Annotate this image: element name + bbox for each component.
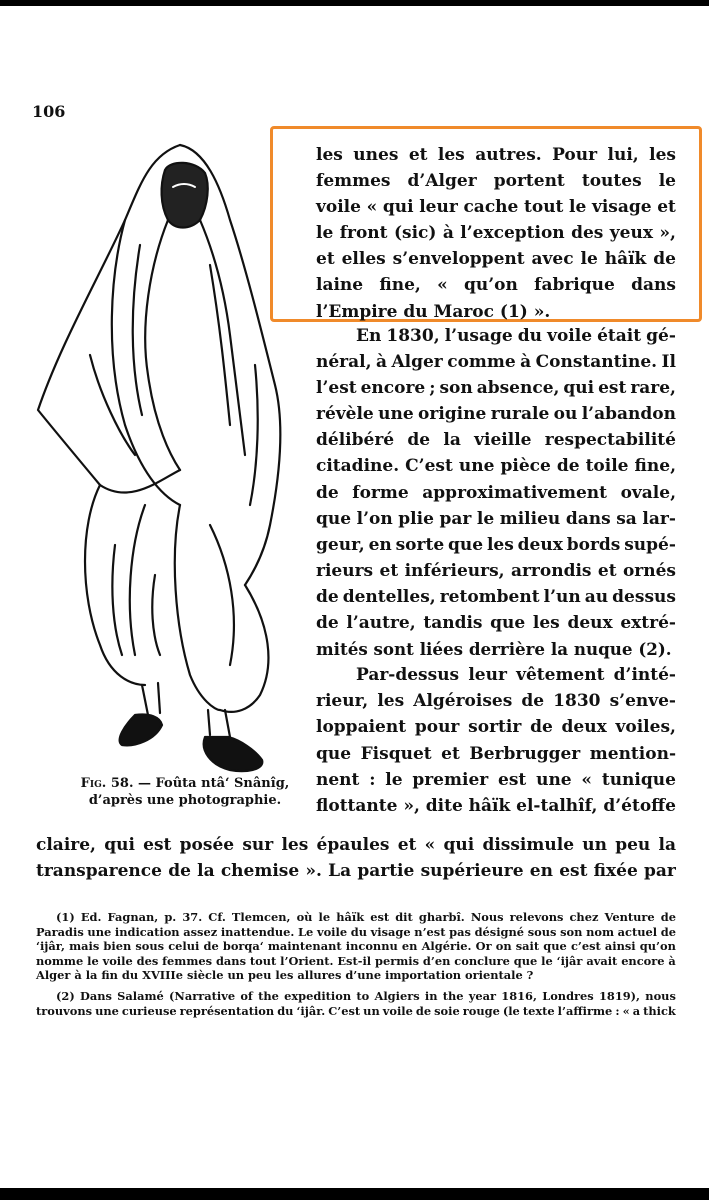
text-line: transparence de la chemise ». La partie supérieure en est fixée par	[36, 861, 676, 882]
footnote-line: nomme le voile des femmes dans tout l’Orient. Est-il permis d’en conclure que le ‘ijâr avait encore à	[36, 953, 676, 968]
text-line: néral, à Alger comme à Constantine. Il	[316, 352, 676, 373]
text-line: l’Empire du Maroc (1) ».	[316, 301, 551, 322]
text-line: de forme approximativement ovale,	[316, 482, 676, 503]
text-line: laine fine, « qu’on fabrique dans	[316, 275, 676, 296]
text-line: flottante », dite hâïk el-talhîf, d’étoffe	[316, 795, 676, 816]
text-line: et elles s’enveloppent avec le hâïk de	[316, 249, 676, 270]
text-line: de l’autre, tandis que les deux extré-	[316, 613, 676, 634]
top-black-bar	[0, 0, 709, 6]
footnote-1	[36, 910, 676, 983]
text-line: de dentelles, retombent l’un au dessus	[316, 586, 676, 607]
text-line: rieur, les Algéroises de 1830 s’enve-	[316, 691, 676, 712]
text-line: geur, en sorte que les deux bords supé-	[316, 534, 676, 555]
text-line: En 1830, l’usage du voile était gé-	[356, 326, 676, 346]
text-line: loppaient pour sortir de deux voiles,	[316, 717, 676, 738]
text-line: que Fisquet et Berbrugger mention-	[316, 743, 676, 764]
full-width-text	[36, 832, 676, 884]
text-line: Par-dessus leur vêtement d’inté-	[356, 665, 676, 686]
page-number: 106	[32, 102, 66, 121]
text-line: l’est encore ; son absence, qui est rare,	[316, 378, 676, 399]
text-line: nent : le premier est une « tunique	[316, 769, 676, 790]
text-line: délibéré de la vieille respectabilité	[316, 430, 676, 451]
text-line: citadine. C’est une pièce de toile fine,	[316, 456, 676, 477]
footnote-line: ‘ijâr, mais bien sous celui de borqa‘ maintenant inconnu en Algérie. Or on sait que c’est ainsi qu’on	[36, 939, 676, 954]
caption-title: — Foûta ntâ‘ Snânîg,	[133, 776, 290, 791]
text-line: voile « qui leur cache tout le visage et	[316, 197, 676, 218]
body-column	[316, 323, 676, 819]
footnote-line: Alger à la fin du XVIIIe siècle un peu les allures d’une importation orientale ?	[36, 968, 534, 983]
veiled-woman-illustration	[30, 125, 300, 780]
text-line: que l’on plie par le milieu dans sa lar-	[316, 508, 676, 529]
text-line: mités sont liées derrière la nuque (2).	[316, 639, 672, 660]
text-line: révèle une origine rurale ou l’abandon	[316, 404, 676, 425]
text-line: les unes et les autres. Pour lui, les	[316, 145, 676, 165]
footnotes	[36, 910, 676, 1024]
figure-caption	[60, 775, 310, 809]
footnote-line: trouvons une curieuse représentation du ‘ijâr. C’est un voile de soie rouge (le texte l’affirme : « a thick	[36, 1003, 676, 1018]
bottom-black-bar	[0, 1188, 709, 1200]
text-line: rieurs et inférieurs, arrondis et ornés	[316, 560, 676, 581]
highlighted-paragraph	[316, 142, 676, 325]
footnote-line: (2) Dans Salamé (Narrative of the expedition to Algiers in the year 1816, Londres 1819), nous	[56, 988, 676, 1003]
footnote-2	[36, 989, 676, 1018]
text-line: claire, qui est posée sur les épaules et « qui dissimule un peu la	[36, 835, 676, 855]
caption-line-2: d’après une photographie.	[88, 793, 282, 808]
text-line: femmes d’Alger portent toutes le	[316, 171, 676, 192]
caption-line-1	[60, 775, 310, 792]
footnote-line: Paradis une indication assez inattendue. Le voile du visage n’est pas désigné sous son nom actuel de	[36, 924, 676, 939]
caption-fig-label: Fig. 58.	[80, 776, 134, 791]
text-line: le front (sic) à l’exception des yeux »,	[316, 223, 676, 244]
footnote-line: (1) Ed. Fagnan, p. 37. Cf. Tlemcen, où le hâïk est dit gharbî. Nous relevons chez Venture de	[56, 910, 676, 924]
